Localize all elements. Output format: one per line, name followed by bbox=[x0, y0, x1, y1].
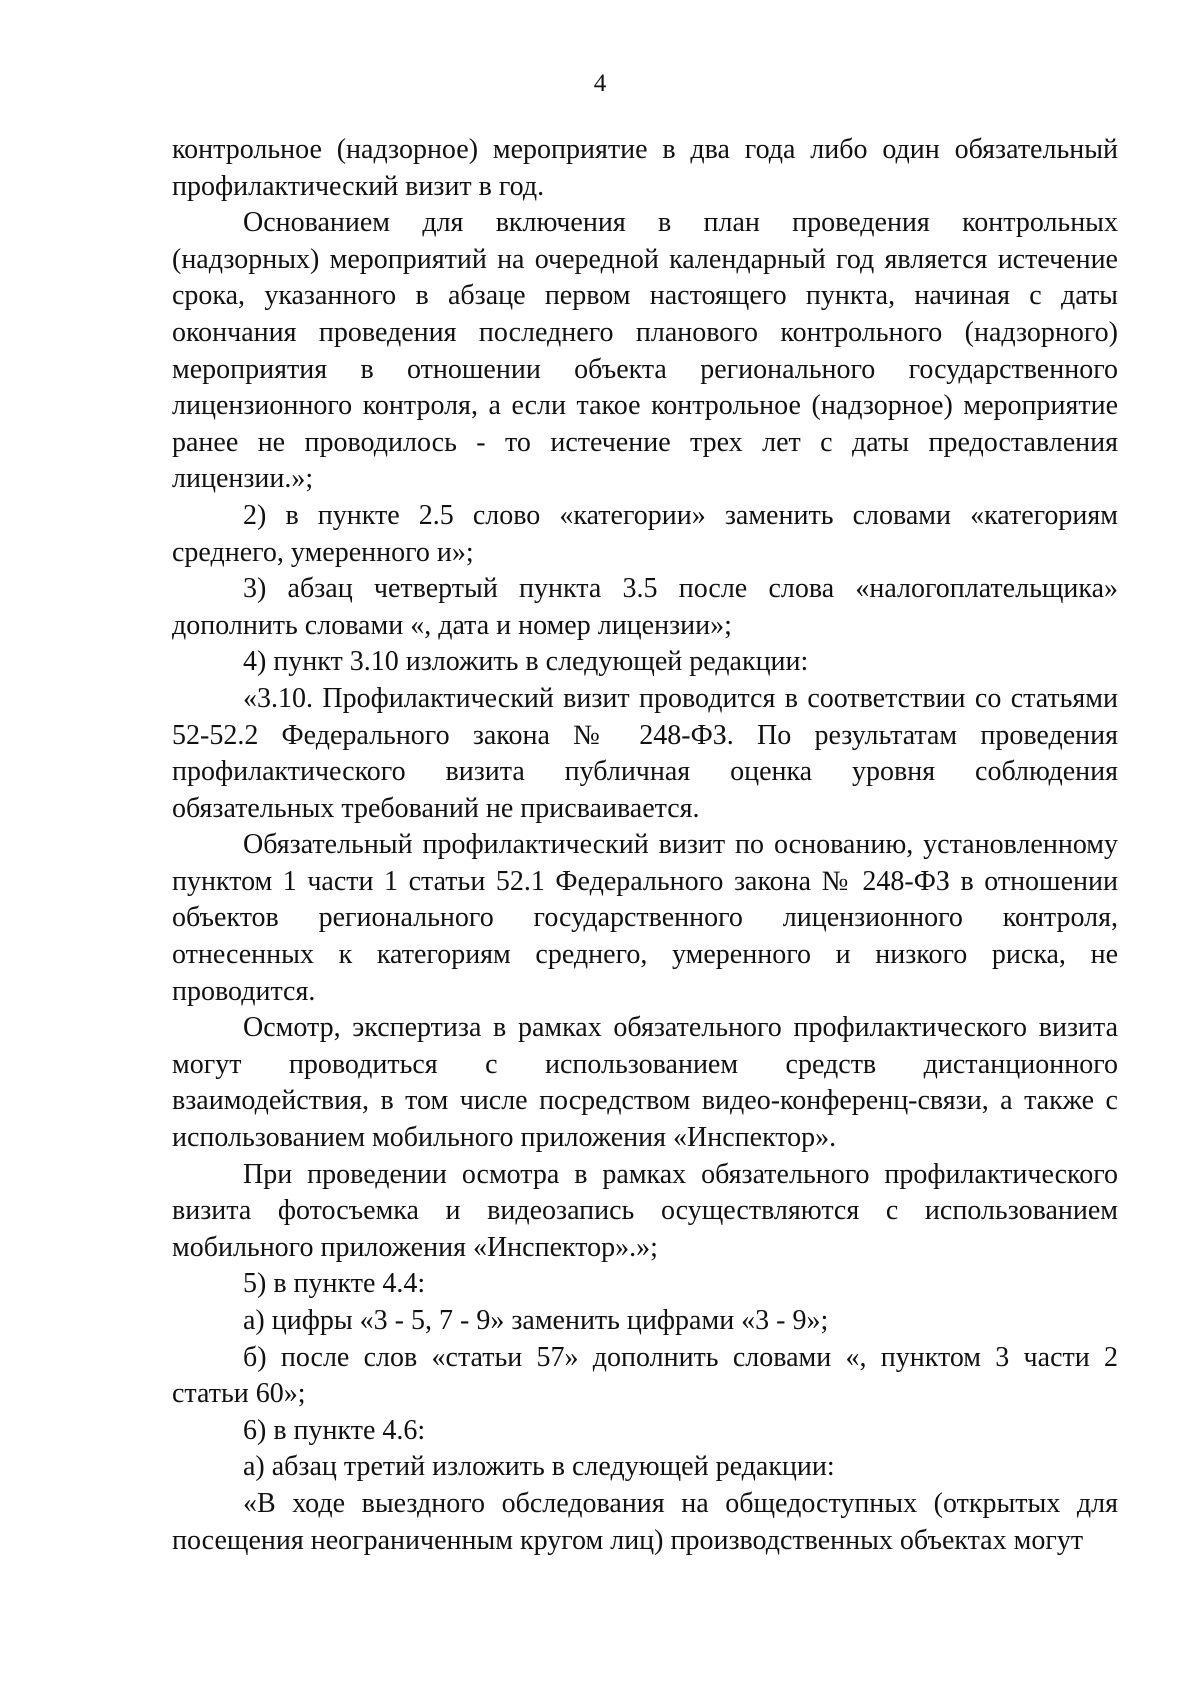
paragraph-planning-basis: Основанием для включения в план проведения контрольных (надзорных) мероприятий на очередной календарный год является истечение срока, указанного в абзаце первом настоящего пункта, начиная с даты окончания проведения последнего планового контрольного (надзорного) мероприятия в отношении объекта регионального государственного лицензионного контроля, а если такое контрольное (надзорное) мероприятие ранее не проводилось - то истечение трех лет с даты предоставления лицензии.»; bbox=[172, 207, 1118, 495]
paragraph-item-2: 2) в пункте 2.5 слово «категории» заменить словами «категориям среднего, умеренного и»; bbox=[172, 499, 1118, 568]
paragraph-item-6a: а) абзац третий изложить в следующей редакции: bbox=[243, 1451, 835, 1483]
paragraph-item-3: 3) абзац четвертый пункта 3.5 после слова «налогоплательщика» дополнить словами «, дата и номер лицензии»; bbox=[172, 573, 1118, 641]
paragraph-item-4: 4) пункт 3.10 изложить в следующей редакции: bbox=[243, 646, 809, 678]
paragraph-continuation: контрольное (надзорное) мероприятие в два года либо один обязательный профилактический визит в год. bbox=[172, 134, 1118, 202]
paragraph-item-6: 6) в пункте 4.6: bbox=[243, 1414, 426, 1446]
document-body bbox=[172, 132, 1118, 1559]
paragraph-photo-video: При проведении осмотра в рамках обязательного профилактического визита фотосъемка и видеозапись осуществляются с использованием мобильного приложения «Инспектор».»; bbox=[172, 1158, 1118, 1263]
paragraph-item-5: 5) в пункте 4.4: bbox=[243, 1268, 426, 1300]
paragraph-item-5a: а) цифры «3 - 5, 7 - 9» заменить цифрами «3 - 9»; bbox=[243, 1305, 829, 1336]
paragraph-inspection-remote: Осмотр, экспертиза в рамках обязательного профилактического визита могут проводиться с использованием средств дистанционного взаимодействия, в том числе посредством видео-конференц-связи, а также с использованием мобильного приложения «Инспектор». bbox=[172, 1012, 1118, 1154]
paragraph-mandatory-visit: Обязательный профилактический визит по основанию, установленному пунктом 1 части 1 статьи 52.1 Федерального закона № 248-ФЗ в отношении объектов регионального государственного лицензионного контроля, отнесенных к категориям среднего, умеренного и низкого риска, не проводится. bbox=[172, 829, 1118, 1007]
paragraph-item-5b: б) после слов «статьи 57» дополнить словами «, пунктом 3 части 2 статьи 60»; bbox=[172, 1341, 1118, 1410]
paragraph-field-inspection: «В ходе выездного обследования на общедоступных (открытых для посещения неограниченным кругом лиц) производственных объектах могут bbox=[172, 1487, 1118, 1556]
paragraph-clause-3-10: «3.10. Профилактический визит проводится в соответствии со статьями 52-52.2 Федерального закона № 248-ФЗ. По результатам проведения профилактического визита публичная оценка уровня соблюдения обязательных требований не присваивается. bbox=[172, 682, 1118, 824]
page-number: 4 bbox=[593, 70, 607, 97]
